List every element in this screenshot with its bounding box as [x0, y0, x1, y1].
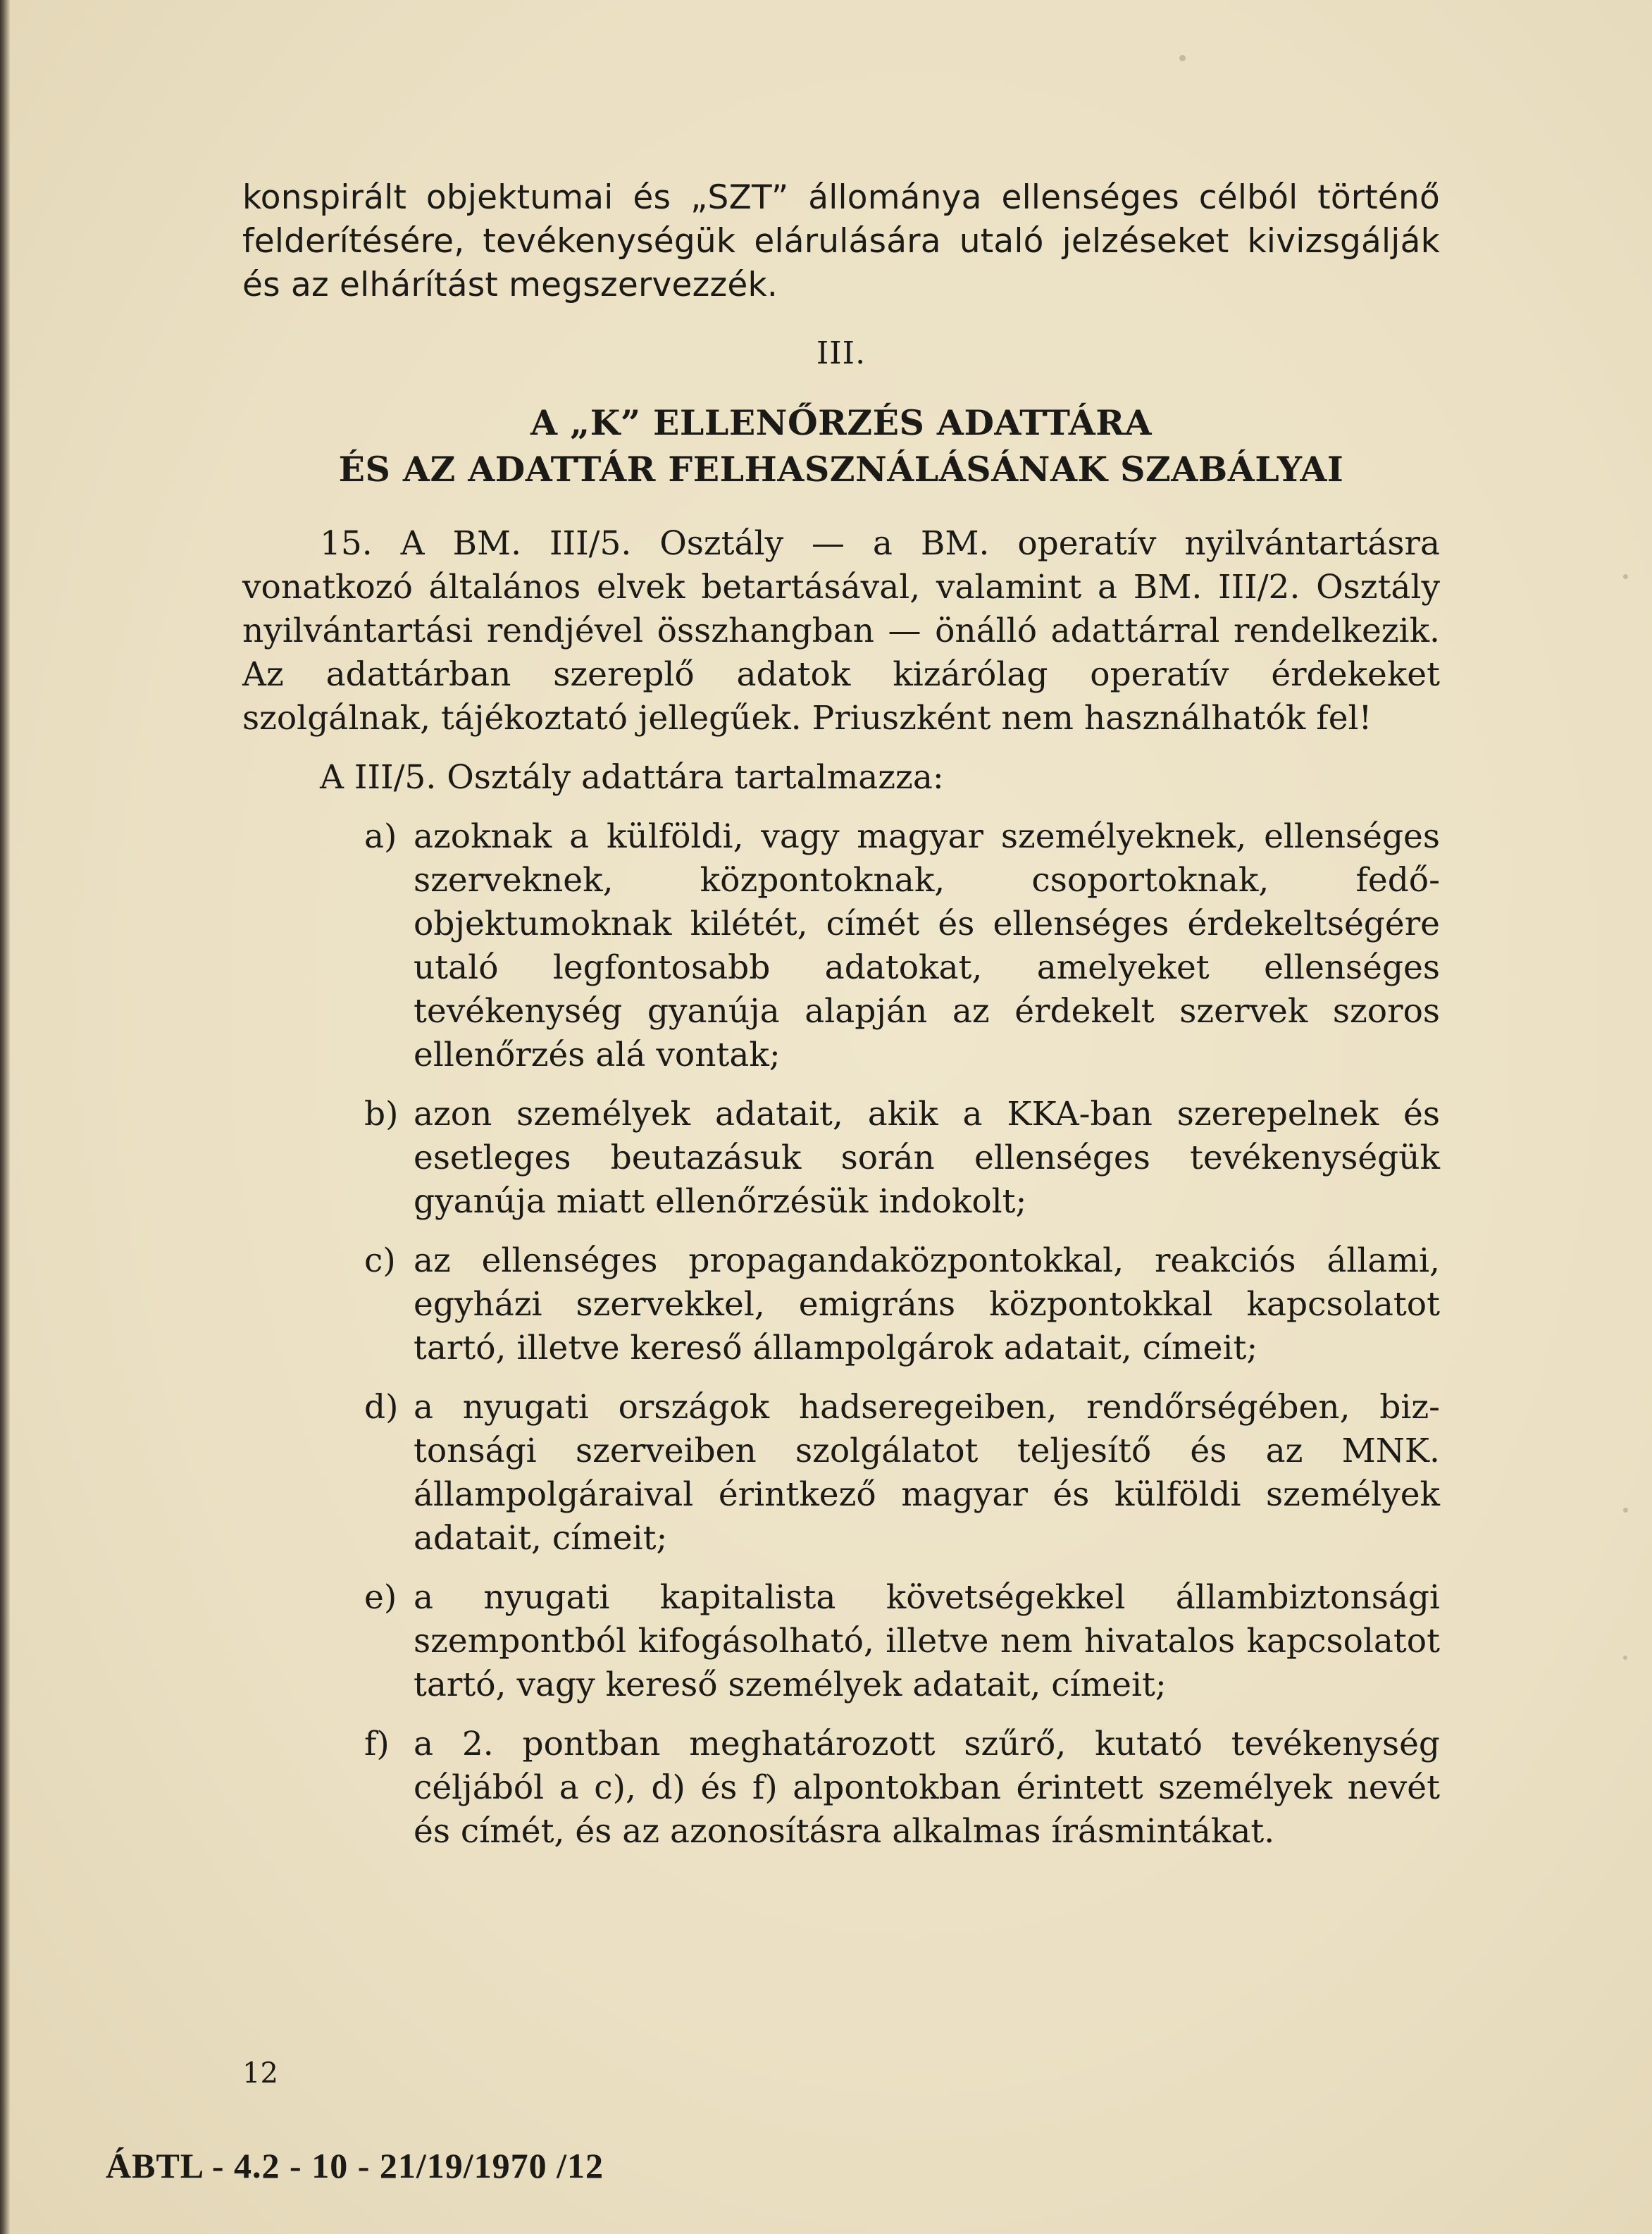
list-item-f: [242, 1723, 1440, 1854]
intro-paragraph: konspirált objektumai és „SZT” állománya ellenséges célból történő felderítésére, tevékenységük elárulására utaló jelzéseket kivizsgálják és az elhárítást megszervezzék.: [242, 178, 1440, 304]
list-item-label: c): [364, 1241, 396, 1280]
paper-speck: [1623, 1656, 1627, 1660]
paper-speck: [1179, 55, 1186, 61]
paper-speck: [1623, 1508, 1628, 1513]
list-item-text: az ellenséges propagandaközpontokkal, reakciós állami, egyházi szervekkel, emigráns központokkal kapcsolatot tartó, illetve kereső állampolgárok adatait, címeit;: [414, 1241, 1440, 1367]
list-item-e: [242, 1576, 1440, 1707]
page-content: [242, 176, 1440, 1869]
list-item-a: [242, 815, 1440, 1077]
list-item-text: azon személyek adatait, akik a KKA-ban szerepelnek és esetleges beutazásuk során ellenséges tevékenységük gyanúja miatt ellenőrzésük indokolt;: [414, 1095, 1440, 1221]
list-item-text: azoknak a külföldi, vagy magyar személyeknek, ellenséges szerveknek, központoknak, csoportoknak, fedőobjektumoknak kilétét, címét és ellenséges érdekeltségére utaló legfontosabb adatokat, amelyeket ellenséges tevékenység gyanúja alapján az érdekelt szervek szoros ellenőrzés alá vontak;: [414, 817, 1440, 1074]
item-list: [242, 815, 1440, 1854]
list-item-label: d): [364, 1388, 399, 1427]
page-binding-edge: [0, 0, 10, 2234]
list-intro: A III/5. Osztály adattára tartalmazza:: [320, 758, 944, 797]
list-item-b: [242, 1093, 1440, 1224]
list-item-label: f): [364, 1725, 390, 1763]
page-number: 12: [242, 2057, 278, 2090]
archive-reference-stamp: ÁBTL - 4.2 - 10 - 21/19/1970 /12: [106, 2146, 604, 2185]
paragraph-15: 15. A BM. III/5. Osztály — a BM. operatív nyilvántartásra vonatkozó általános elvek betartásával, valamint a BM. III/2. Osztály nyilvántartási rendjével összhangban — önálló adattárral rendelkezik. Az adattárban szereplő adatok kizárólag operatív érdekeket szolgálnak, tájékoztató jellegűek. Priuszként nem használhatók fel!: [242, 524, 1440, 738]
section-heading-line-2: ÉS AZ ADATTÁR FELHASZNÁLÁSÁNAK SZABÁLYAI: [338, 449, 1344, 490]
list-item-label: a): [364, 817, 397, 856]
list-item-d: [242, 1386, 1440, 1560]
list-item-text: a nyugati országok hadseregeiben, rendőrségében, biztonsági szerveiben szolgálatot teljesítő és az MNK. állampolgáraival érintkező magyar és külföldi személyek adatait, címeit;: [414, 1388, 1440, 1558]
section-number: III.: [816, 335, 867, 371]
document-page: [10, 0, 1652, 2234]
section-heading: [242, 399, 1440, 492]
list-item-text: a 2. pontban meghatározott szűrő, kutató tevékenység céljából a c), d) és f) alpontokban érintett személyek nevét és címét, és az azonosításra alkalmas írásmintákat.: [414, 1725, 1440, 1851]
list-item-label: e): [364, 1578, 397, 1617]
section-heading-line-1: A „K” ELLENŐRZÉS ADATTÁRA: [530, 402, 1153, 443]
list-item-text: a nyugati kapitalista követségekkel állambiztonsági szempontból kifogásolható, illetve nem hivatalos kapcsolatot tartó, vagy kereső személyek adatait, címeit;: [414, 1578, 1440, 1704]
list-item-label: b): [364, 1095, 399, 1134]
list-item-c: [242, 1239, 1440, 1370]
paper-speck: [1623, 574, 1628, 579]
